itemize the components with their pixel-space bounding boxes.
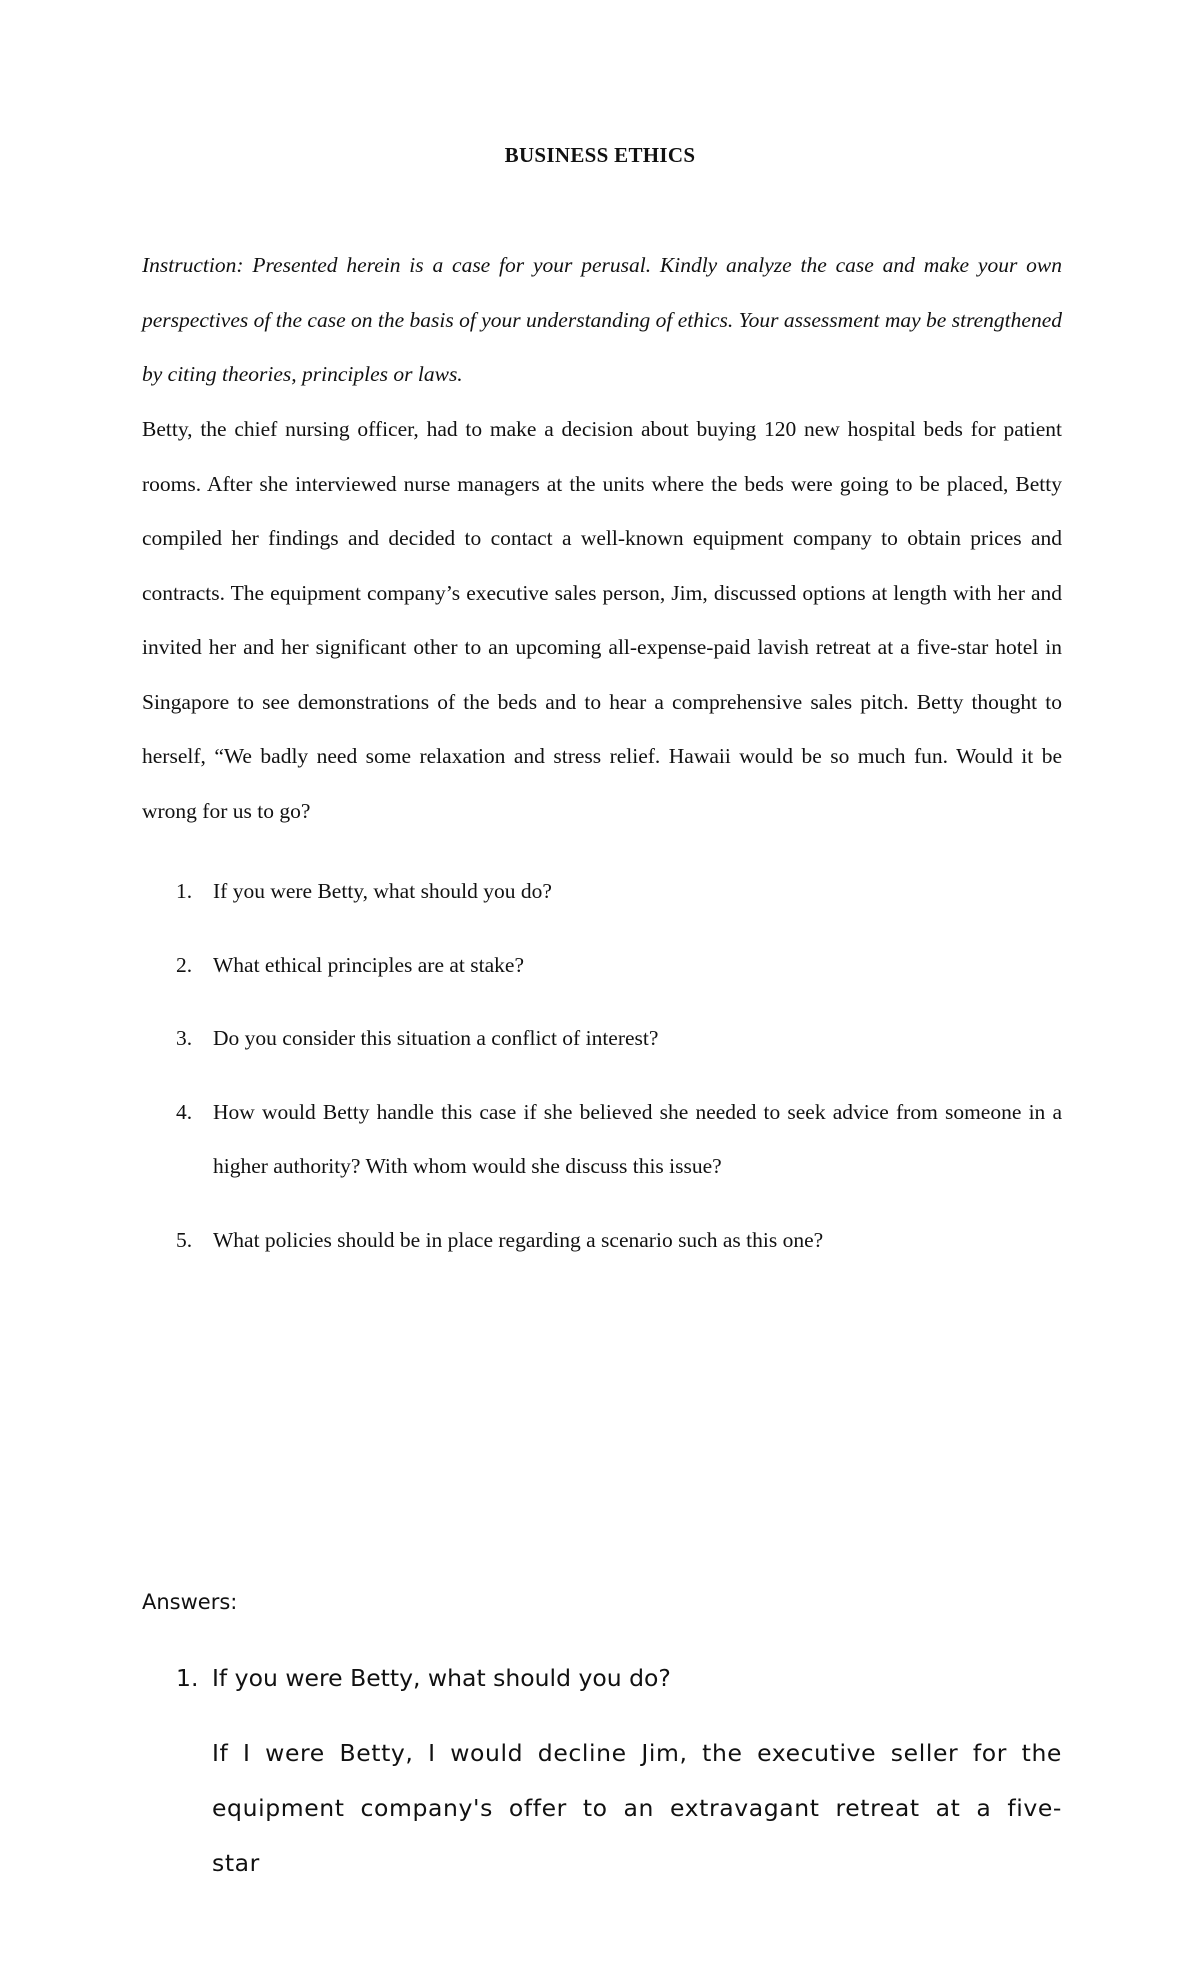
question-text: What ethical principles are at stake? [213, 952, 524, 977]
answer-question: If you were Betty, what should you do? [212, 1664, 671, 1692]
case-paragraph: Betty, the chief nursing officer, had to make a decision about buying 120 new hospital beds for patient rooms. After she interviewed nurse managers at the units where the beds were going to be placed, Betty compiled her findings and decided to contact a well-known equipment company to obtain prices and contracts. The equipment company’s executive sales person, Jim, discussed options at length with her and invited her and her significant other to an upcoming all-expense-paid lavish retreat at a five-star hotel in Singapore to see demonstrations of the beds and to hear a comprehensive sales pitch. Betty thought to herself, “We badly need some relaxation and stress relief. Hawaii would be so much fun. Would it be wrong for us to go? [142, 417, 1062, 823]
page-title: BUSINESS ETHICS [504, 143, 696, 167]
question-text: Do you consider this situation a conflict of interest? [213, 1026, 659, 1050]
answer-heading [176, 1664, 671, 1692]
question-number: 1. [176, 879, 193, 903]
question-number: 5. [176, 1227, 193, 1252]
question-item [142, 938, 1062, 993]
question-item [142, 1011, 1062, 1066]
question-item [142, 864, 1062, 919]
question-number: 2. [176, 952, 193, 977]
question-list [142, 864, 1062, 1286]
question-item [142, 1085, 1062, 1194]
question-number: 4. [176, 1099, 193, 1124]
question-text: If you were Betty, what should you do? [213, 879, 552, 903]
answers-label: Answers: [142, 1590, 238, 1614]
instruction-paragraph: Instruction: Presented herein is a case for your perusal. Kindly analyze the case and make your own perspectives of the case on the basis of your understanding of ethics. Your assessment may be strengthened by citing theories, principles or laws. [142, 253, 1062, 386]
question-text: What policies should be in place regarding a scenario such as this one? [213, 1227, 824, 1252]
question-item [142, 1213, 1062, 1268]
answer-paragraph: If I were Betty, I would decline Jim, the executive seller for the equipment company's offer to an extravagant retreat at a five-star [212, 1739, 1062, 1877]
question-text: How would Betty handle this case if she believed she needed to seek advice from someone in a higher authority? With whom would she discuss this issue? [213, 1099, 1062, 1178]
question-number: 3. [176, 1026, 193, 1050]
answer-number: 1. [176, 1664, 199, 1692]
